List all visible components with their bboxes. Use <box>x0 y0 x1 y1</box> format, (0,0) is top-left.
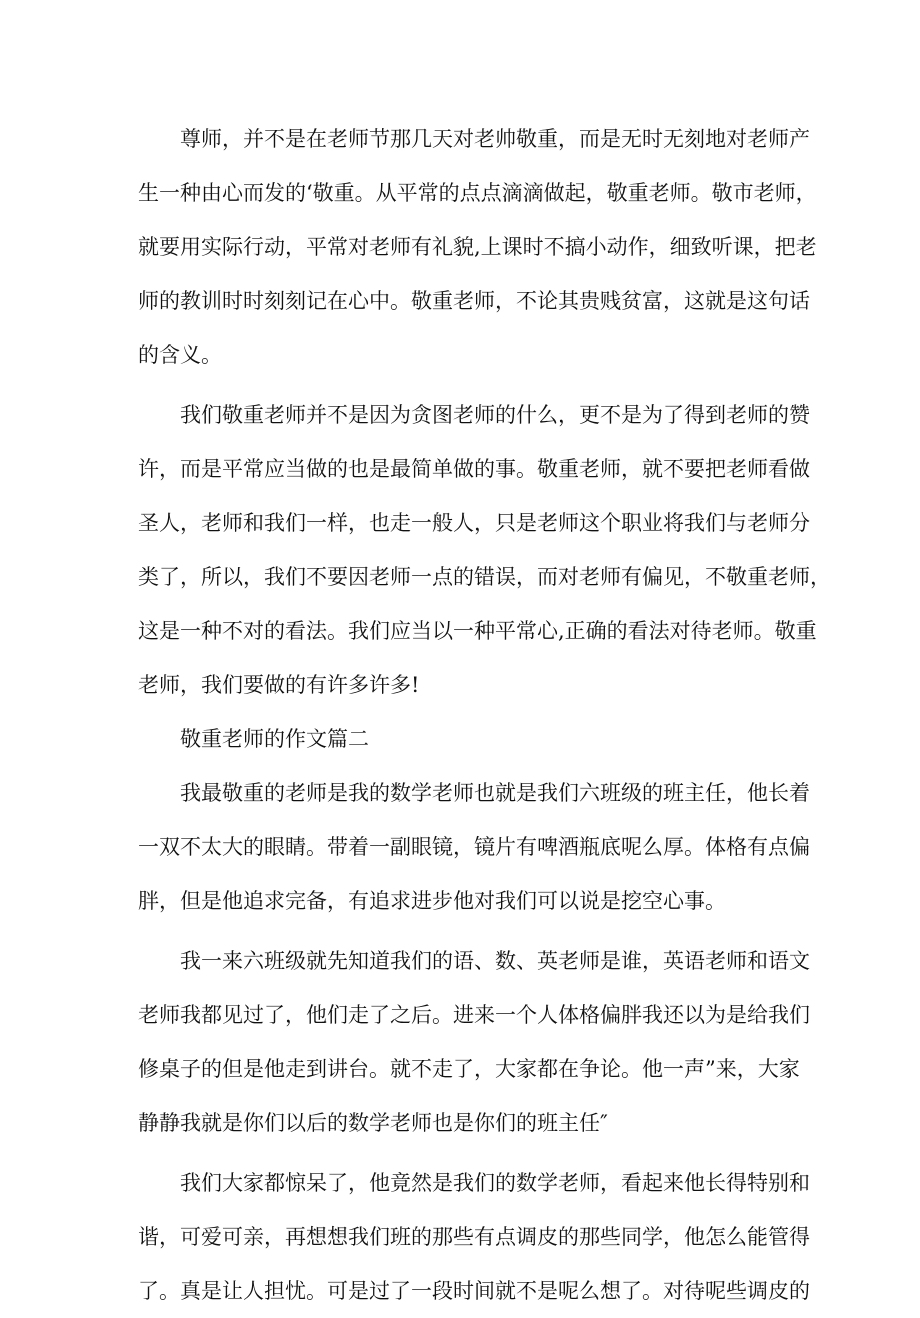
text-line: 师的教训时时刻刻记在心中。敬重老师，不论其贵贱贫富，这就是这句话 <box>138 289 810 313</box>
text-line: 我一来六班级就先知道我们的语、数、英老师是谁，英语老师和语文 <box>180 949 810 973</box>
text-line: 这是一种不对的看法。我们应当以一种平常心,正确的看法对待老师。敬重 <box>138 619 817 643</box>
section-title: 敬重老师的作文篇二 <box>180 727 369 751</box>
text-line: 一双不太大的眼睛。带着一副眼镜，镜片有啤酒瓶底呢么厚。体格有点偏 <box>138 835 810 859</box>
text-line: 我最敬重的老师是我的数学老师也就是我们六班级的班主任，他长着 <box>180 781 810 805</box>
text-line: 的含义。 <box>138 343 222 367</box>
section-heading <box>138 712 786 766</box>
text-line: 静静我就是你们以后的数学老师也是你们的班主任″ <box>138 1111 608 1135</box>
text-line: 胖，但是他追求完备，有追求进步他对我们可以说是挖空心事。 <box>138 889 726 913</box>
paragraph-5 <box>138 1156 810 1318</box>
text-line: 类了，所以，我们不要因老师一点的错误，而对老师有偏见，不敬重老师， <box>138 565 831 589</box>
text-line: 谐，可爱可亲，再想想我们班的那些有点调皮的那些同学，他怎么能管得 <box>138 1225 810 1249</box>
paragraph-4 <box>138 934 810 1150</box>
text-line: 我们敬重老师并不是因为贪图老师的什么，更不是为了得到老师的赞 <box>180 403 810 427</box>
paragraph-2 <box>138 388 831 712</box>
text-line: 了。真是让人担忧。可是过了一段时间就不是呢么想了。对待呢些调皮的 <box>138 1279 810 1303</box>
paragraph-3 <box>138 766 810 928</box>
text-line: 老师我都见过了，他们走了之后。进来一个人体格偏胖我还以为是给我们 <box>138 1003 810 1027</box>
text-line: 老师，我们要做的有许多许多! <box>138 673 420 697</box>
paragraph-1 <box>138 112 817 382</box>
text-line: 生一种由心而发的‘敬重。从平常的点点滴滴做起，敬重老师。敬市老师， <box>138 181 817 205</box>
document-body <box>138 112 831 1318</box>
text-line: 就要用实际行动，平常对老师有礼貌,上课时不搞小动作，细致听课，把老 <box>138 235 817 259</box>
text-line: 许，而是平常应当做的也是最简单做的事。敬重老师，就不要把老师看做 <box>138 457 810 481</box>
text-line: 尊师，并不是在老师节那几天对老帅敬重，而是无时无刻地对老师产 <box>180 127 810 151</box>
text-line: 圣人，老师和我们一样，也走一般人，只是老师这个职业将我们与老师分 <box>138 511 810 535</box>
text-line: 修桌子的但是他走到讲台。就不走了，大家都在争论。他一声”来，大家 <box>138 1057 800 1081</box>
text-line: 我们大家都惊呆了，他竟然是我们的数学老师，看起来他长得特别和 <box>180 1171 810 1195</box>
